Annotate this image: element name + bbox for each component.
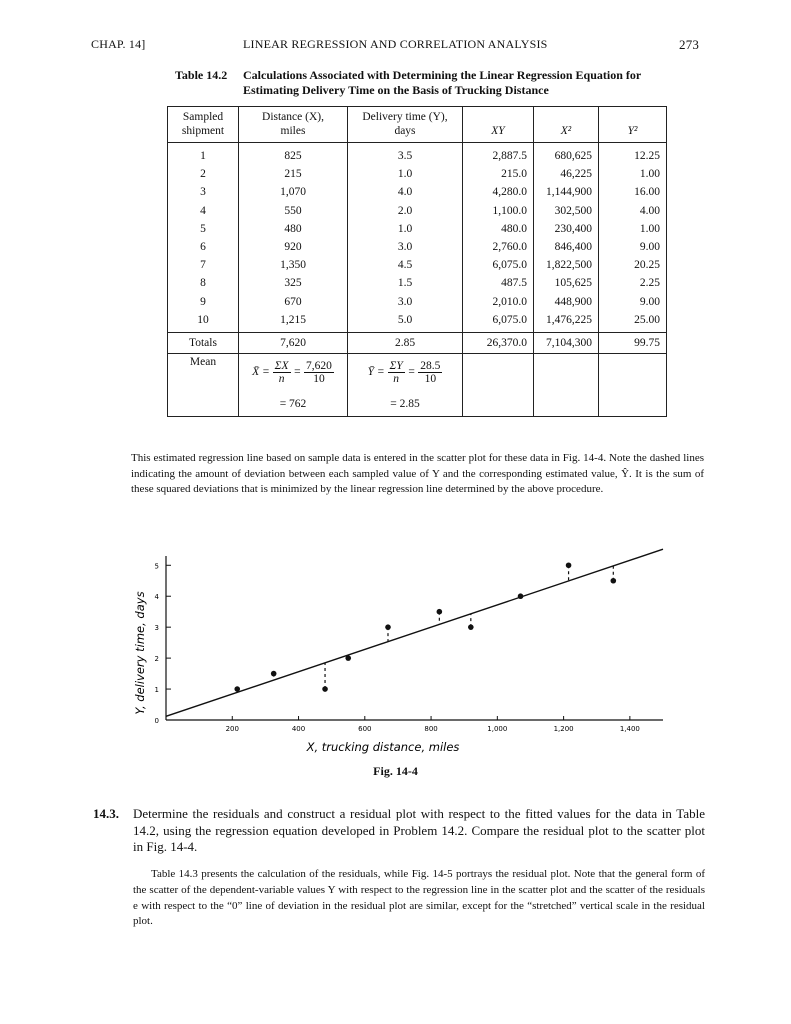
problem-text: Determine the residuals and construct a residual plot with respect to the fitted values for the data in Table 14.2, using the regression equation developed in Problem 14.2. Compare the residual plot to the scatter plot in Fig. 14-4.: [133, 806, 705, 854]
x-tick-label: 600: [358, 725, 372, 733]
cell-x: 670: [239, 293, 348, 311]
x-tick-label: 400: [291, 725, 306, 733]
page-number: 273: [679, 37, 700, 52]
scatter-chart: [128, 548, 668, 760]
cell-y2: 1.00: [599, 220, 667, 238]
cell-x: 1,350: [239, 256, 348, 274]
col-header-x2: X²: [534, 107, 599, 143]
cell-n: 5: [168, 220, 239, 238]
cell-x: 920: [239, 238, 348, 256]
table-row: [168, 256, 667, 274]
data-point: [611, 578, 617, 584]
data-point: [518, 593, 524, 599]
cell-x2: 46,225: [534, 165, 599, 183]
cell-y2: 20.25: [599, 256, 667, 274]
mean-empty-x2: [534, 354, 599, 417]
cell-y: 1.5: [348, 274, 463, 292]
table-header-row: [168, 107, 667, 143]
chapter-label: CHAP. 14]: [91, 37, 146, 51]
data-point: [322, 686, 328, 692]
x-tick-label: 1,200: [553, 725, 574, 733]
cell-y2: 1.00: [599, 165, 667, 183]
cell-y2: 16.00: [599, 183, 667, 201]
cell-y2: 12.25: [599, 143, 667, 166]
cell-x: 550: [239, 202, 348, 220]
data-point: [271, 671, 277, 677]
cell-n: 7: [168, 256, 239, 274]
totals-y2: 99.75: [599, 333, 667, 354]
x-tick-label: 1,000: [487, 725, 508, 733]
y-tick-label: 1: [154, 686, 159, 695]
cell-x: 1,070: [239, 183, 348, 201]
table-row: [168, 202, 667, 220]
x-tick-label: 1,400: [619, 725, 640, 733]
cell-x: 215: [239, 165, 348, 183]
table-row: [168, 238, 667, 256]
cell-y2: 2.25: [599, 274, 667, 292]
cell-y: 4.0: [348, 183, 463, 201]
mean-empty-y2: [599, 354, 667, 417]
cell-x2: 230,400: [534, 220, 599, 238]
cell-y: 3.0: [348, 293, 463, 311]
body-paragraph: This estimated regression line based on sample data is entered in the scatter plot for these data in Fig. 14-4. Note the dashed lines indicating the amount of deviation between each sampled value of Y and the corresponding estimated value, Ŷ. It is the sum of these squared deviations that is minimized by the linear regression line determined by the above procedure.: [131, 452, 704, 495]
cell-n: 3: [168, 183, 239, 201]
cell-x: 325: [239, 274, 348, 292]
mean-row: [168, 354, 667, 417]
cell-x2: 448,900: [534, 293, 599, 311]
table-row: [168, 220, 667, 238]
col-header-delivery: Delivery time (Y), days: [348, 107, 463, 143]
mean-label: Mean: [168, 354, 239, 417]
calculation-table: [167, 106, 667, 417]
mean-x-cell: [239, 354, 348, 417]
table-row: [168, 293, 667, 311]
x-tick-label: 200: [225, 725, 239, 733]
y-tick-label: 0: [154, 717, 159, 725]
cell-xy: 1,100.0: [463, 202, 534, 220]
cell-y: 3.0: [348, 238, 463, 256]
cell-x: 1,215: [239, 311, 348, 333]
mean-x-result: = 762: [279, 398, 307, 411]
table-label: Table 14.2: [175, 68, 228, 82]
cell-n: 9: [168, 293, 239, 311]
cell-xy: 487.5: [463, 274, 534, 292]
col-header-shipment: Sampled shipment: [168, 107, 239, 143]
mean-y-cell: [348, 354, 463, 417]
data-point: [468, 624, 474, 630]
cell-x: 825: [239, 143, 348, 166]
regression-line: [166, 549, 663, 716]
cell-xy: 2,887.5: [463, 143, 534, 166]
data-point: [566, 562, 572, 568]
cell-x2: 1,822,500: [534, 256, 599, 274]
data-point: [437, 609, 443, 615]
y-tick-label: 5: [154, 562, 159, 571]
table-row: [168, 183, 667, 201]
x-tick-label: 800: [424, 725, 438, 733]
cell-n: 10: [168, 311, 239, 333]
y-axis-label: Y, delivery time, days: [133, 591, 147, 715]
col-header-xy: XY: [463, 107, 534, 143]
table-row: [168, 165, 667, 183]
cell-xy: 2,760.0: [463, 238, 534, 256]
x-axis-label: X, trucking distance, miles: [306, 740, 460, 754]
table-body: [168, 143, 667, 333]
mean-empty-xy: [463, 354, 534, 417]
cell-y: 4.5: [348, 256, 463, 274]
table-title: Calculations Associated with Determining the Linear Regression Equation for Estimating Delivery Time on the Basis of Trucking Distance: [243, 68, 642, 97]
cell-x2: 1,144,900: [534, 183, 599, 201]
cell-y: 2.0: [348, 202, 463, 220]
cell-x2: 680,625: [534, 143, 599, 166]
cell-n: 8: [168, 274, 239, 292]
table-row: [168, 311, 667, 333]
cell-y: 1.0: [348, 220, 463, 238]
cell-y2: 9.00: [599, 238, 667, 256]
y-tick-label: 3: [154, 624, 159, 633]
totals-y: 2.85: [348, 333, 463, 354]
cell-x2: 846,400: [534, 238, 599, 256]
cell-xy: 6,075.0: [463, 311, 534, 333]
cell-y: 5.0: [348, 311, 463, 333]
totals-x: 7,620: [239, 333, 348, 354]
y-tick-label: 4: [154, 593, 159, 602]
mean-x-formula: X̄ = $\frac{\Sigma X}{n}$ = $\frac{7,620}{10}$: [252, 360, 332, 386]
data-point: [234, 686, 240, 692]
cell-n: 6: [168, 238, 239, 256]
problem-number: 14.3.: [93, 806, 119, 821]
y-tick-label: 2: [154, 655, 159, 664]
totals-row: [168, 333, 667, 354]
data-point: [345, 655, 351, 661]
col-header-y2: Y²: [599, 107, 667, 143]
col-header-distance: Distance (X), miles: [239, 107, 348, 143]
cell-y2: 9.00: [599, 293, 667, 311]
cell-y2: 25.00: [599, 311, 667, 333]
cell-x2: 1,476,225: [534, 311, 599, 333]
cell-xy: 480.0: [463, 220, 534, 238]
cell-y2: 4.00: [599, 202, 667, 220]
totals-label: Totals: [168, 333, 239, 354]
problem-answer: Table 14.3 presents the calculation of the residuals, while Fig. 14-5 portrays the residual plot. Note that the general form of the scatter of the dependent-variable values Y with respect to the regression line in the scatter plot and the scatter of the residuals e with respect to the “0” line of deviation in the residual plot are similar, except for the “stretched” vertical scale in the residual plot.: [133, 868, 705, 928]
cell-n: 2: [168, 165, 239, 183]
mean-y-result: = 2.85: [390, 398, 420, 411]
data-point: [385, 624, 391, 630]
cell-y: 3.5: [348, 143, 463, 166]
cell-xy: 4,280.0: [463, 183, 534, 201]
cell-xy: 215.0: [463, 165, 534, 183]
cell-x2: 105,625: [534, 274, 599, 292]
table-row: [168, 143, 667, 166]
figure-caption: Fig. 14-4: [373, 764, 418, 778]
totals-xy: 26,370.0: [463, 333, 534, 354]
table-row: [168, 274, 667, 292]
cell-xy: 2,010.0: [463, 293, 534, 311]
cell-xy: 6,075.0: [463, 256, 534, 274]
running-title: LINEAR REGRESSION AND CORRELATION ANALYSIS: [243, 37, 548, 51]
cell-x: 480: [239, 220, 348, 238]
cell-n: 1: [168, 143, 239, 166]
mean-y-formula: Ȳ = $\frac{\Sigma Y}{n}$ = $\frac{28.5}{10}$: [367, 360, 441, 386]
cell-n: 4: [168, 202, 239, 220]
cell-x2: 302,500: [534, 202, 599, 220]
totals-x2: 7,104,300: [534, 333, 599, 354]
cell-y: 1.0: [348, 165, 463, 183]
